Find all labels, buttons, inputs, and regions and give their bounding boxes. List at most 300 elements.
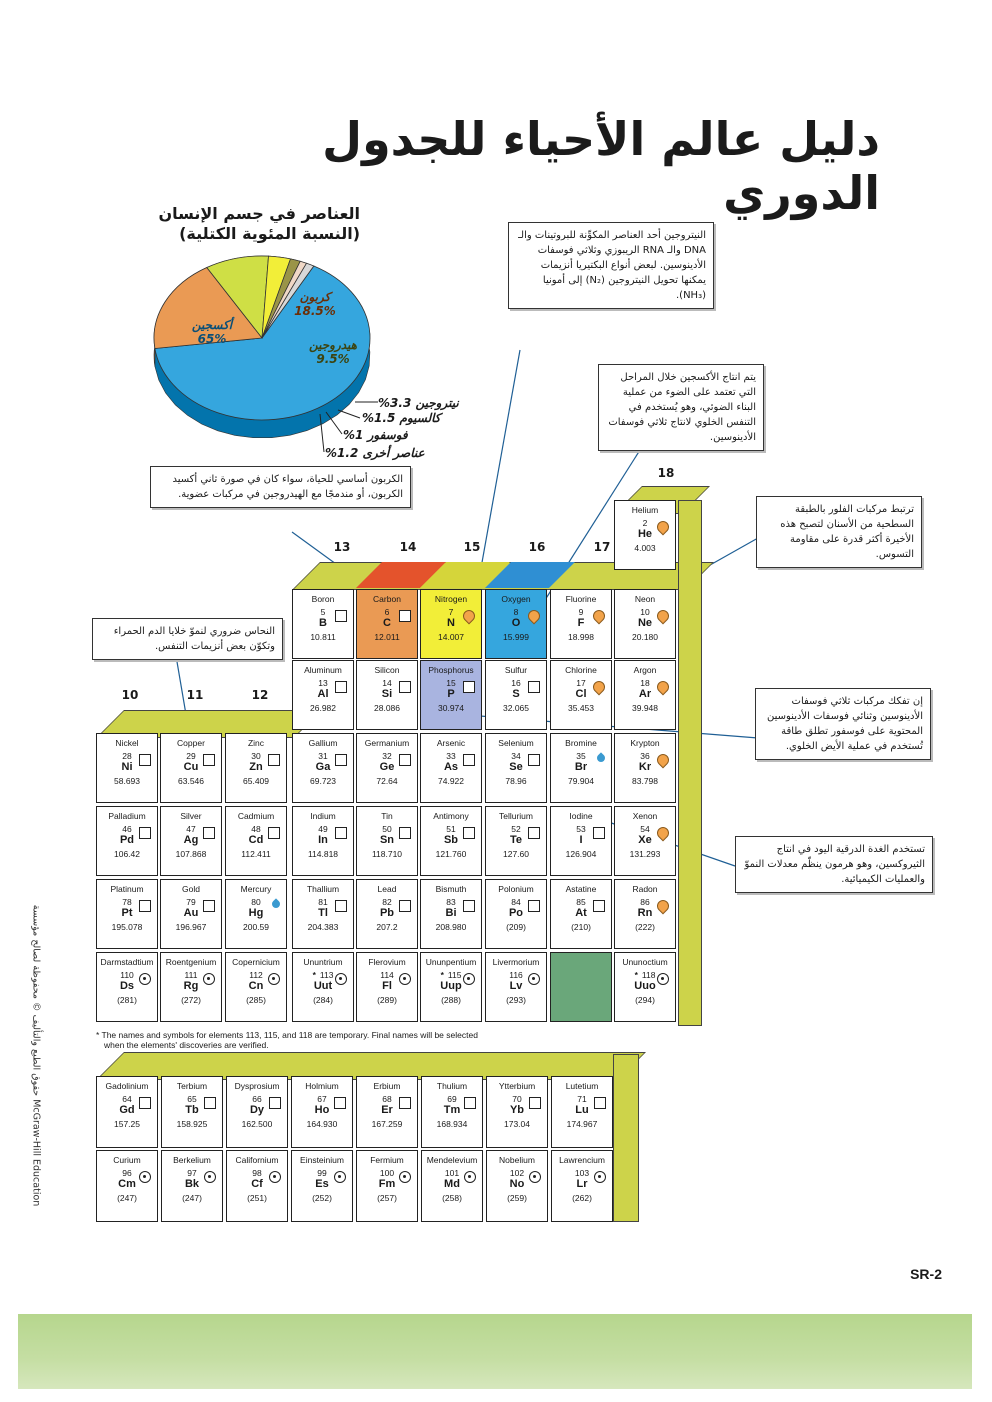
atomic-number-value: 31 — [318, 751, 328, 761]
element-cell-bi — [420, 879, 482, 949]
atomic-number: 67 — [317, 1094, 327, 1104]
element-cell-pt — [96, 879, 158, 949]
element-cell-pd — [96, 806, 158, 876]
element-cell-xe — [614, 806, 676, 876]
atomic-number-value: 33 — [446, 751, 456, 761]
pie-label-carbon-name: كربون — [299, 290, 331, 304]
element-name: Sulfur — [504, 665, 528, 675]
asterisk-mark: * — [440, 970, 444, 980]
element-name: Indium — [310, 811, 336, 821]
element-symbol: Yb — [509, 1104, 525, 1116]
atomic-mass: 114.818 — [307, 849, 339, 859]
asterisk-mark: * — [312, 970, 316, 980]
element-cell-tb — [161, 1076, 223, 1148]
element-name: Livermorium — [492, 957, 540, 967]
solid-state-icon — [463, 681, 475, 693]
element-name: Antimony — [433, 811, 469, 821]
element-symbol: Tb — [185, 1104, 199, 1116]
element-name: Helium — [631, 505, 659, 515]
group-number-16: 16 — [528, 540, 546, 554]
element-symbol: Es — [315, 1178, 329, 1190]
solid-state-icon — [528, 827, 540, 839]
atomic-mass: 158.925 — [176, 1119, 208, 1129]
element-name: Carbon — [373, 594, 401, 604]
atomic-mass: 35.453 — [568, 703, 594, 713]
atomic-mass: 14.007 — [438, 632, 464, 642]
element-cell-cm — [96, 1150, 158, 1222]
pie-label-oxygen-name: أكسجين — [191, 318, 233, 332]
atomic-mass: 65.409 — [243, 776, 269, 786]
atomic-mass: 69.723 — [310, 776, 336, 786]
element-symbol: Ni — [121, 761, 133, 773]
atomic-mass: (251) — [247, 1193, 267, 1203]
element-symbol: Pt — [121, 907, 133, 919]
element-name: Selenium — [498, 738, 534, 748]
pie-label-hydrogen-name: هيدروجين — [308, 338, 357, 352]
synthetic-state-icon — [464, 1171, 476, 1183]
element-cell-uup — [420, 952, 482, 1022]
atomic-mass: 18.998 — [568, 632, 594, 642]
element-symbol: Ds — [119, 980, 135, 992]
element-name: Thulium — [436, 1081, 468, 1091]
element-name: Erbium — [373, 1081, 401, 1091]
element-name: Ununtrium — [303, 957, 343, 967]
atomic-number-value: 16 — [511, 678, 521, 688]
element-symbol: Ge — [379, 761, 395, 773]
synthetic-state-icon — [204, 1171, 216, 1183]
element-symbol: N — [447, 617, 455, 629]
element-cell-c — [356, 589, 418, 659]
element-symbol: Fm — [378, 1178, 396, 1190]
element-symbol: Hg — [248, 907, 264, 919]
solid-state-icon — [463, 827, 475, 839]
atomic-number-value: 36 — [640, 751, 650, 761]
element-symbol: P — [447, 688, 455, 700]
pie-label-nitrogen-name: نيتروجين — [415, 396, 459, 410]
element-cell-au — [160, 879, 222, 949]
atomic-number-value: 80 — [251, 897, 261, 907]
atomic-mass: 204.383 — [307, 922, 339, 932]
atomic-number-value: 8 — [513, 607, 519, 617]
asterisk-mark: * — [634, 970, 638, 980]
callout-oxygen: يتم انتاج الأكسجين خلال المراحل التي تعتمد على الضوء من عملية البناء الضوئي، وهو يُستخدم في التنفس الخلوي لانتاج ثلاثي فوسفات الأدينوسين. — [598, 364, 764, 451]
pie-label-others-name: عناصر أخرى — [362, 446, 425, 460]
element-name: Tellurium — [498, 811, 533, 821]
element-name: Nobelium — [499, 1155, 535, 1165]
page-number: SR-2 — [910, 1266, 942, 1282]
synthetic-state-icon — [139, 973, 151, 985]
element-symbol: Ar — [638, 688, 652, 700]
element-symbol: Dy — [249, 1104, 265, 1116]
element-symbol: Al — [317, 688, 329, 700]
element-symbol: S — [512, 688, 520, 700]
atomic-mass: 196.967 — [175, 922, 207, 932]
element-cell-ar — [614, 660, 676, 730]
atomic-mass: (285) — [246, 995, 266, 1005]
element-name: Argon — [633, 665, 657, 675]
callout-copper: النحاس ضروري لنموّ خلايا الدم الحمراء وتكوّن بعض أنزيمات التنفس. — [92, 618, 283, 660]
element-cell-ne — [614, 589, 676, 659]
element-cell-o — [485, 589, 547, 659]
element-cell-lu — [551, 1076, 613, 1148]
element-cell-md — [421, 1150, 483, 1222]
solid-state-icon — [139, 827, 151, 839]
callout-nitrogen: النيتروجين أحد العناصر المكوِّنة للبروتينات والـ DNA والـ RNA الريبوزي وثلاثي فوسفات الأدينوسين. لبعض أنواع البكتيريا أنزيمات يمكنها تحويل النيتروجين (N₂) إلى أمونيا (NH₃). — [508, 222, 714, 309]
atomic-mass: 164.930 — [306, 1119, 338, 1129]
atomic-number-value: 79 — [186, 897, 196, 907]
atomic-mass: (289) — [377, 995, 397, 1005]
synthetic-state-icon — [334, 1171, 346, 1183]
element-name: Zinc — [247, 738, 265, 748]
footnote-line1: * The names and symbols for elements 113, 115, and 118 are temporary. Final names will be selected — [96, 1030, 478, 1040]
element-name: Curium — [113, 1155, 141, 1165]
element-cell-gd — [96, 1076, 158, 1148]
atomic-mass: (257) — [377, 1193, 397, 1203]
pie-label-phosphorus-value: 1% — [343, 428, 364, 442]
element-name: Bismuth — [435, 884, 467, 894]
pie-title-line2: (النسبة المئوية الكتلية) — [179, 224, 360, 243]
element-name: Phosphorus — [428, 665, 474, 675]
atomic-mass: 4.003 — [634, 543, 656, 553]
element-name: Nitrogen — [434, 594, 468, 604]
atomic-mass: (293) — [506, 995, 526, 1005]
atomic-mass: (288) — [441, 995, 461, 1005]
pie-label-oxygen-value: 65% — [197, 332, 227, 346]
atomic-number-value: 34 — [511, 751, 521, 761]
atomic-mass: (258) — [442, 1193, 462, 1203]
solid-state-icon — [528, 754, 540, 766]
atomic-number: 64 — [122, 1094, 132, 1104]
element-name: Silver — [180, 811, 202, 821]
atomic-number-value: 13 — [318, 678, 328, 688]
element-cell-po — [485, 879, 547, 949]
element-symbol: Cf — [251, 1178, 263, 1190]
solid-state-icon — [463, 900, 475, 912]
atomic-number-value: 17 — [576, 678, 586, 688]
element-name: Mendelevium — [426, 1155, 478, 1165]
element-name: Tin — [381, 811, 393, 821]
element-name: Lead — [377, 884, 397, 894]
element-symbol: Er — [381, 1104, 393, 1116]
atomic-number-value: 110 — [120, 970, 134, 980]
atomic-mass: 174.967 — [566, 1119, 598, 1129]
element-name: Palladium — [108, 811, 146, 821]
synthetic-state-icon — [268, 973, 280, 985]
synthetic-state-icon — [463, 973, 475, 985]
element-name: Lawrencium — [559, 1155, 605, 1165]
element-cell-ga — [292, 733, 354, 803]
atomic-number-value: 2 — [642, 518, 648, 528]
atomic-mass: 26.982 — [310, 703, 336, 713]
atomic-number-value: 46 — [122, 824, 132, 834]
element-symbol: In — [318, 834, 328, 846]
pie-leader-calcium — [338, 410, 360, 418]
element-cell-tm — [421, 1076, 483, 1148]
element-symbol: Se — [509, 761, 523, 773]
element-symbol: Pd — [119, 834, 135, 846]
atomic-mass: (210) — [571, 922, 591, 932]
element-symbol: Lu — [575, 1104, 589, 1116]
atomic-number-value: 81 — [318, 897, 328, 907]
group-number-11: 11 — [186, 688, 204, 702]
side-face-f-block — [613, 1054, 639, 1222]
solid-state-icon — [463, 754, 475, 766]
atomic-number-value: 6 — [384, 607, 390, 617]
element-name: Einsteinium — [300, 1155, 344, 1165]
element-name: Roentgenium — [165, 957, 217, 967]
group-number-10: 10 — [121, 688, 139, 702]
element-cell-zn — [225, 733, 287, 803]
atomic-mass: (222) — [635, 922, 655, 932]
atomic-number: 99 — [317, 1168, 327, 1178]
element-symbol: Uup — [440, 980, 462, 992]
atomic-mass: (272) — [181, 995, 201, 1005]
atomic-mass: 208.980 — [435, 922, 467, 932]
atomic-number-value: 49 — [318, 824, 328, 834]
solid-state-icon — [204, 1097, 216, 1109]
side-credit-text: حقوق الطبع والتأليف © محفوظة لصالح مؤسسة McGraw-Hill Education — [30, 904, 42, 1207]
element-symbol: Ga — [315, 761, 331, 773]
atomic-mass: (247) — [117, 1193, 137, 1203]
element-name: Aluminum — [304, 665, 342, 675]
element-cell-es — [291, 1150, 353, 1222]
element-name: Bromine — [565, 738, 597, 748]
element-cell-cn — [225, 952, 287, 1022]
element-cell-si — [356, 660, 418, 730]
element-name: Thallium — [306, 884, 340, 894]
element-name: Ununoctium — [622, 957, 668, 967]
element-name: Oxygen — [501, 594, 531, 604]
atomic-number: 96 — [122, 1168, 132, 1178]
atomic-mass: 167.259 — [371, 1119, 403, 1129]
synthetic-state-icon — [594, 1171, 606, 1183]
element-cell-bk — [161, 1150, 223, 1222]
element-symbol: B — [319, 617, 327, 629]
pie-label-others-value: 1.2% — [325, 446, 359, 460]
atomic-mass: 162.500 — [241, 1119, 273, 1129]
atomic-number-value: 5 — [320, 607, 326, 617]
element-cell-f — [550, 589, 612, 659]
element-symbol: Sn — [379, 834, 395, 846]
atomic-mass: 195.078 — [111, 922, 143, 932]
atomic-mass: 173.04 — [504, 1119, 530, 1129]
element-name: Dysprosium — [234, 1081, 280, 1091]
pie-label-calcium-name: كالسيوم — [399, 411, 441, 425]
element-symbol: Fl — [382, 980, 392, 992]
element-symbol: C — [383, 617, 391, 629]
element-name: Neon — [634, 594, 656, 604]
solid-state-icon — [335, 827, 347, 839]
element-cell-fl — [356, 952, 418, 1022]
atomic-mass: 32.065 — [503, 703, 529, 713]
element-cell-te — [485, 806, 547, 876]
solid-state-icon — [269, 1097, 281, 1109]
element-symbol: Cn — [248, 980, 264, 992]
pie-label-calcium-value: 1.5% — [362, 411, 396, 425]
pie-label-nitrogen-value: 3.3% — [378, 396, 412, 410]
synthetic-state-icon — [399, 1171, 411, 1183]
element-symbol: Te — [509, 834, 523, 846]
solid-state-icon — [593, 900, 605, 912]
element-symbol: Cu — [183, 761, 199, 773]
element-symbol: Md — [444, 1178, 460, 1190]
group-number-15: 15 — [463, 540, 481, 554]
solid-state-icon — [139, 754, 151, 766]
atomic-number-value: 85 — [576, 897, 586, 907]
atomic-mass: 72.64 — [376, 776, 398, 786]
atomic-number-value: 29 — [186, 751, 196, 761]
atomic-mass: 79.904 — [568, 776, 594, 786]
atomic-mass: 28.086 — [374, 703, 400, 713]
element-name: Krypton — [630, 738, 660, 748]
element-cell-ag — [160, 806, 222, 876]
element-symbol: Xe — [638, 834, 652, 846]
element-cell-rg — [160, 952, 222, 1022]
atomic-mass: (259) — [507, 1193, 527, 1203]
atomic-mass: (281) — [117, 995, 137, 1005]
atomic-mass: 20.180 — [632, 632, 658, 642]
pie-leader-others — [320, 414, 324, 452]
element-cell-cd — [225, 806, 287, 876]
atomic-mass: (284) — [313, 995, 333, 1005]
element-name: Fermium — [370, 1155, 404, 1165]
element-name: Darmstadtium — [100, 957, 154, 967]
atomic-mass: 107.868 — [175, 849, 207, 859]
element-symbol: Tm — [443, 1104, 461, 1116]
element-symbol: Cd — [248, 834, 264, 846]
element-symbol: Bk — [184, 1178, 200, 1190]
atomic-number-value: 113 — [319, 970, 334, 980]
solid-state-icon — [399, 610, 411, 622]
connector-nitrogen — [476, 350, 520, 596]
callout-carbon: الكربون أساسي للحياة، سواء كان في صورة ثاني أكسيد الكربون، أو مندمجًا مع الهيدروجين في مركبات عضوية. — [150, 466, 411, 508]
element-symbol: Lr — [576, 1178, 588, 1190]
bottom-band — [18, 1314, 972, 1389]
atomic-number-value: 115 — [447, 970, 462, 980]
atomic-number-value: 14 — [382, 678, 392, 688]
atomic-mass: 112.411 — [241, 849, 271, 859]
atomic-number: 101 — [444, 1168, 460, 1178]
group-number-14: 14 — [399, 540, 417, 554]
pie-title-line1: العناصر في جسم الإنسان — [158, 204, 360, 223]
element-cell-as — [420, 733, 482, 803]
element-symbol: Gd — [119, 1104, 135, 1116]
atomic-number: 65 — [187, 1094, 197, 1104]
element-symbol: Uuo — [634, 980, 656, 992]
solid-state-icon — [203, 900, 215, 912]
synthetic-state-icon — [528, 973, 540, 985]
solid-state-icon — [335, 754, 347, 766]
atomic-number: 102 — [509, 1168, 525, 1178]
solid-state-icon — [528, 900, 540, 912]
element-name: Copernicium — [232, 957, 280, 967]
atomic-number-value: 32 — [382, 751, 392, 761]
atomic-number: 66 — [252, 1094, 262, 1104]
atomic-number: 70 — [512, 1094, 522, 1104]
element-symbol: Kr — [638, 761, 652, 773]
element-cell-p — [420, 660, 482, 730]
element-name: Fluorine — [565, 594, 597, 604]
element-cell-lv — [485, 952, 547, 1022]
atomic-number: 71 — [577, 1094, 587, 1104]
element-symbol: F — [577, 617, 585, 629]
callout-fluorine: ترتبط مركبات الفلور بالطبقة السطحية من الأسنان لتصبح هذه الأخيرة أكثر قدرة على مقاومة التسوس. — [756, 496, 922, 568]
element-cell-lr — [551, 1150, 613, 1222]
atomic-number-value: 52 — [511, 824, 521, 834]
solid-state-icon — [529, 1097, 541, 1109]
group-number-13: 13 — [333, 540, 351, 554]
page-title: دليل عالم الأحياء للجدول الدوري — [322, 112, 880, 220]
atomic-number-value: 18 — [640, 678, 650, 688]
atomic-mass: 127.60 — [503, 849, 529, 859]
synthetic-state-icon — [269, 1171, 281, 1183]
element-symbol: Br — [574, 761, 588, 773]
group-number-18: 18 — [657, 466, 675, 480]
atomic-number-value: 35 — [576, 751, 586, 761]
element-symbol: Sb — [443, 834, 459, 846]
element-cell-fm — [356, 1150, 418, 1222]
solid-state-icon — [399, 1097, 411, 1109]
solid-state-icon — [268, 754, 280, 766]
element-cell-yb — [486, 1076, 548, 1148]
synthetic-state-icon — [529, 1171, 541, 1183]
atomic-number-value: 9 — [578, 607, 584, 617]
atomic-mass: 58.693 — [114, 776, 140, 786]
atomic-mass: (247) — [182, 1193, 202, 1203]
solid-state-icon — [399, 900, 411, 912]
element-symbol: Ne — [637, 617, 653, 629]
solid-state-icon — [399, 827, 411, 839]
element-cell-cl — [550, 660, 612, 730]
element-symbol: He — [637, 528, 653, 540]
atomic-mass: (262) — [572, 1193, 592, 1203]
element-symbol: Po — [508, 907, 524, 919]
element-cell-he — [614, 500, 676, 570]
solid-state-icon — [593, 827, 605, 839]
atomic-number: 97 — [187, 1168, 197, 1178]
element-name: Terbium — [176, 1081, 208, 1091]
atomic-number-value: 51 — [446, 824, 456, 834]
element-name: Berkelium — [173, 1155, 211, 1165]
element-cell-br — [550, 733, 612, 803]
atomic-mass: 121.760 — [435, 849, 467, 859]
atomic-number-value: 53 — [576, 824, 586, 834]
element-name: Holmium — [305, 1081, 339, 1091]
pie-label-carbon-value: 18.5% — [294, 304, 336, 318]
element-cell-tl — [292, 879, 354, 949]
element-cell-n — [420, 589, 482, 659]
atomic-mass: 83.798 — [632, 776, 658, 786]
element-cell-cf — [226, 1150, 288, 1222]
atomic-number-value: 118 — [641, 970, 656, 980]
element-cell-at — [550, 879, 612, 949]
element-name: Germanium — [364, 738, 410, 748]
synthetic-state-icon — [203, 973, 215, 985]
atomic-mass: (209) — [506, 922, 526, 932]
element-cell-b — [292, 589, 354, 659]
solid-state-icon — [334, 1097, 346, 1109]
element-cell-in — [292, 806, 354, 876]
atomic-number-value: 15 — [446, 678, 456, 688]
synthetic-state-icon — [139, 1171, 151, 1183]
atomic-mass: 12.011 — [374, 632, 400, 642]
element-symbol: I — [579, 834, 583, 846]
element-cell-ge — [356, 733, 418, 803]
element-cell-dy — [226, 1076, 288, 1148]
element-cell-kr — [614, 733, 676, 803]
element-symbol: Pb — [379, 907, 395, 919]
solid-state-icon — [335, 610, 347, 622]
